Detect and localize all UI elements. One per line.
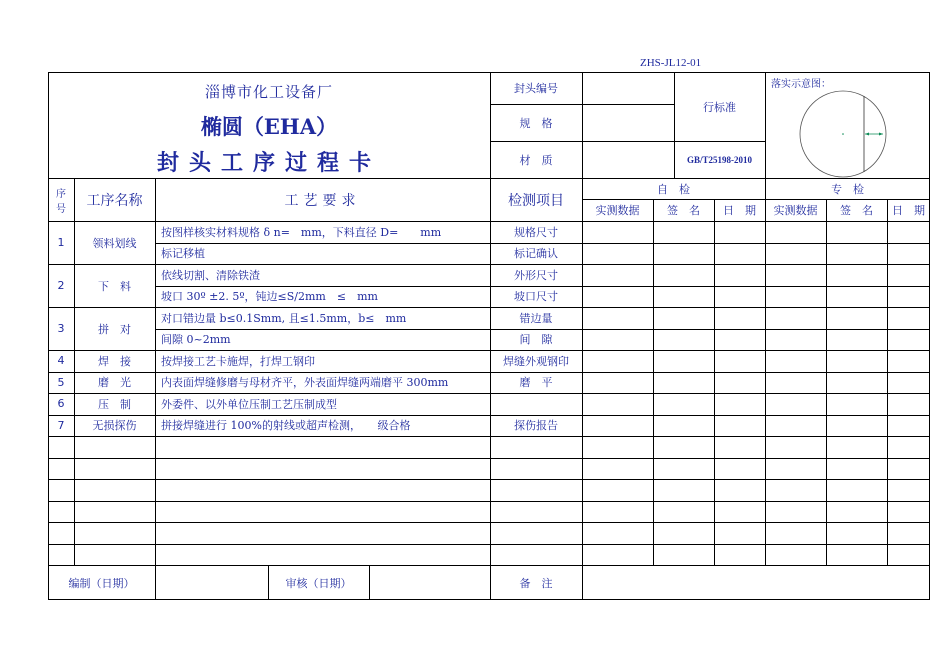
arrow-head-left [865,133,869,136]
sketch-label: 落实示意图： [771,79,831,90]
col-self-check-header: 自 检 [657,182,690,196]
row-seq: 5 [57,375,65,389]
special-sign-header: 签 名 [840,204,873,217]
row-seq: 6 [57,397,65,411]
col-process-name-header: 工序名称 [86,192,143,209]
row-process-name: 无损探伤 [92,419,137,433]
grid-line [48,544,930,545]
material-label: 材 质 [519,153,553,167]
spec-label: 规 格 [519,116,553,130]
center-mark [842,133,844,135]
row-seq: 2 [57,279,65,292]
grid-line [48,436,930,437]
grid-line [48,458,930,459]
grid-line [48,522,930,523]
row-inspection-item: 规格尺寸 [514,225,558,239]
row-process-name: 领料划线 [92,236,137,250]
grid-line [826,199,827,565]
row-seq: 3 [57,322,65,335]
factory-name: 淄博市化工设备厂 [204,83,333,101]
reviewed-date-label: 审核（日期） [285,576,352,590]
head-sketch [797,88,891,182]
row-requirement: 内表面焊缝修磨与母材齐平，外表面焊缝两端磨平 300mm [161,376,449,390]
grid-line [582,178,583,600]
row-inspection-item: 焊缝外观钢印 [503,354,569,368]
card-title-line2: 封头工序过程卡 [156,150,381,176]
grid-line [887,199,888,565]
grid-line [714,199,715,565]
row-seq: 4 [57,354,65,368]
card-title-line1: 椭圆（EHA） [200,114,338,139]
col-seq-header: 序号 [56,188,66,215]
arrow-head-right [879,133,883,136]
row-requirement: 依线切割、清除铁渣 [161,268,260,282]
row-process-name: 下 料 [98,279,131,293]
row-seq: 1 [57,236,65,249]
row-inspection-item: 探伤报告 [514,419,558,433]
grid-line [48,479,930,480]
standard-value: GB/T25198-2010 [686,154,752,165]
row-inspection-item: 间 隙 [519,333,553,347]
row-inspection-item: 错边量 [519,311,553,325]
grid-line [653,199,654,565]
self-sign-header: 签 名 [667,204,700,217]
row-process-name: 压 制 [98,397,131,411]
row-requirement: 按图样核实材料规格 δ n= mm，下料直径 D= mm [161,225,442,239]
remarks-label: 备 注 [519,576,553,590]
self-date-header: 日 期 [723,204,756,217]
col-requirements-header: 工艺要求 [284,192,361,209]
standard-label: 行标准 [703,100,736,114]
material-value [582,141,674,178]
row-requirement: 按焊接工艺卡施焊，打焊工钢印 [161,354,315,368]
row-inspection-item: 坡口尺寸 [514,290,558,304]
row-inspection-item [490,393,582,415]
row-process-name: 焊 接 [98,354,131,368]
col-special-check-header: 专 检 [831,182,864,196]
special-date-header: 日 期 [892,204,925,217]
row-requirement: 间隙 0~2mm [161,333,231,347]
row-process-name: 磨 光 [98,376,131,390]
grid-line [369,565,370,600]
row-requirement: 对口错边量 b≤0.1Smm, 且≤1.5mm，b≤ mm [161,311,407,325]
document-number: ZHS-JL12-01 [640,57,702,69]
col-inspection-header: 检测项目 [508,192,564,209]
spec-value [582,104,674,141]
row-requirement: 拼接焊缝进行 100%的射线或超声检测， 级合格 [161,419,411,433]
head-number-label: 封头编号 [514,82,558,95]
special-measured-header: 实测数据 [773,204,818,217]
row-inspection-item: 外形尺寸 [514,268,558,282]
row-process-name: 拼 对 [98,322,131,336]
row-inspection-item: 标记确认 [514,247,558,261]
row-requirement: 外委件、以外单位压制工艺压制成型 [161,397,337,411]
compiled-date-label: 编制（日期） [68,576,135,590]
row-requirement: 标记移植 [161,247,205,261]
row-requirement: 坡口 30º ±2. 5º，钝边≤S/2mm ≤ mm [161,290,378,304]
self-measured-header: 实测数据 [595,204,640,217]
row-inspection-item: 磨 平 [519,376,553,390]
row-seq: 7 [57,418,65,432]
grid-line [48,501,930,502]
head-number-value [582,72,674,104]
grid-line [48,565,930,566]
